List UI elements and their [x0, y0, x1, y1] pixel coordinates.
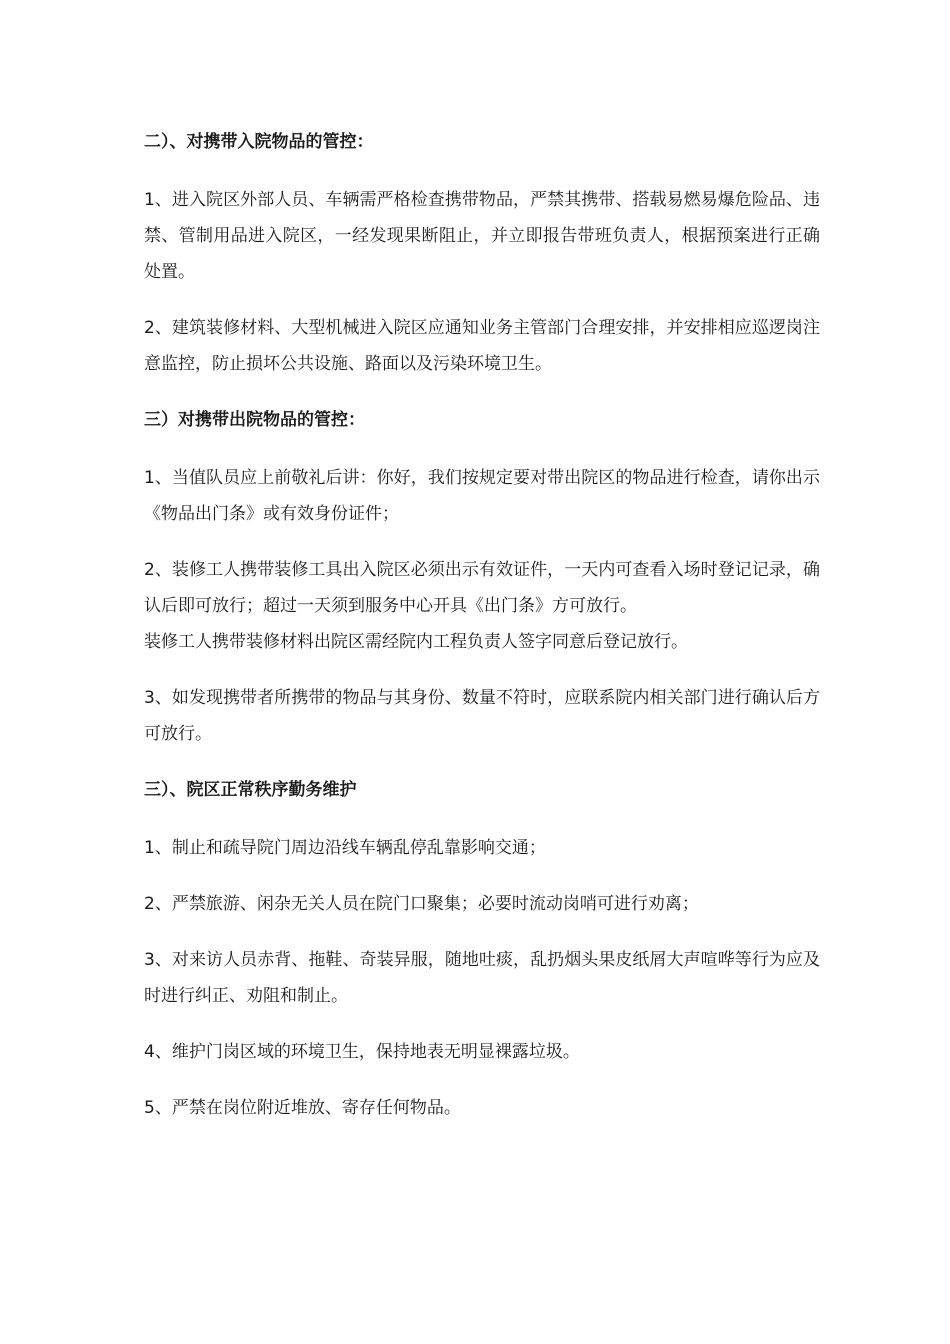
list-item: [144, 1090, 820, 1126]
paragraph-text: 1、进入院区外部人员、车辆需严格检查携带物品，严禁其携带、搭载易燃易爆危险品、违禁、管制用品进入院区，一经发现果断阻止，并立即报告带班负责人，根据预案进行正确处置。: [144, 190, 820, 282]
document-body: [144, 124, 820, 1126]
list-item: [144, 1034, 820, 1070]
list-item: [144, 680, 820, 752]
list-item: [144, 460, 820, 532]
paragraph-text: 1、制止和疏导院门周边沿线车辆乱停乱靠影响交通；: [144, 838, 546, 858]
paragraph-text: 1、当值队员应上前敬礼后讲：你好，我们按规定要对带出院区的物品进行检查，请你出示《物品出门条》或有效身份证件；: [144, 468, 820, 524]
paragraph-text: 4、维护门岗区域的环境卫生，保持地表无明显裸露垃圾。: [144, 1042, 580, 1062]
list-item: [144, 310, 820, 382]
list-item: [144, 624, 820, 660]
paragraph-text: 3、对来访人员赤背、拖鞋、奇装异服，随地吐痰，乱扔烟头果皮纸屑大声喧哗等行为应及时进行纠正、劝阻和制止。: [144, 950, 820, 1006]
section-heading: 三）、院区正常秩序勤务维护: [144, 780, 357, 800]
list-item: [144, 886, 820, 922]
section-heading: 二）、对携带入院物品的管控：: [144, 132, 374, 152]
paragraph-text: 5、严禁在岗位附近堆放、寄存任何物品。: [144, 1098, 461, 1118]
section-heading: 三）对携带出院物品的管控：: [144, 410, 365, 430]
list-item: [144, 552, 820, 624]
list-item: [144, 830, 820, 866]
paragraph-text: 3、如发现携带者所携带的物品与其身份、数量不符时，应联系院内相关部门进行确认后方可放行。: [144, 688, 820, 744]
paragraph-text: 2、装修工人携带装修工具出入院区必须出示有效证件，一天内可查看入场时登记记录，确认后即可放行；超过一天须到服务中心开具《出门条》方可放行。: [144, 560, 820, 616]
list-item: [144, 182, 820, 290]
paragraph-text: 2、严禁旅游、闲杂无关人员在院门口聚集；必要时流动岗哨可进行劝离；: [144, 894, 699, 914]
paragraph-text: 装修工人携带装修材料出院区需经院内工程负责人签字同意后登记放行。: [144, 632, 688, 652]
paragraph-text: 2、建筑装修材料、大型机械进入院区应通知业务主管部门合理安排，并安排相应巡逻岗注意监控，防止损坏公共设施、路面以及污染环境卫生。: [144, 318, 820, 374]
list-item: [144, 942, 820, 1014]
